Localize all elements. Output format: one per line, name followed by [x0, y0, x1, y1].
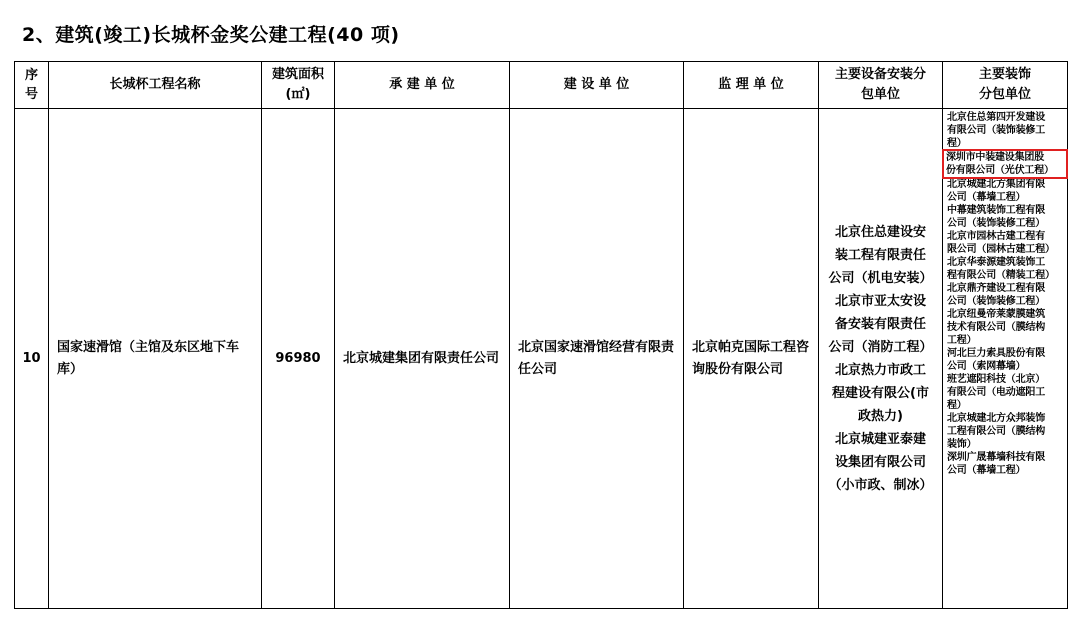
header-deco-line2: 分包单位 — [978, 87, 1031, 102]
install-unit-line: 程建设有限公(市 — [832, 385, 929, 401]
deco-unit-line: 限公司（园林古建工程） — [947, 244, 1055, 255]
row-area: 96980 — [262, 109, 335, 609]
deco-unit-line: 班艺遮阳科技（北京） — [947, 374, 1045, 385]
deco-unit-line: 工程） — [947, 335, 977, 346]
awards-table — [14, 61, 1068, 609]
install-unit-line: 北京住总建设安 — [834, 224, 926, 240]
deco-unit-line: 北京纽曼帝莱蒙膜建筑 — [947, 309, 1045, 320]
deco-unit-line: 工程有限公司（膜结构 — [947, 426, 1045, 437]
install-unit-line: 备安装有限责任 — [834, 316, 926, 332]
deco-unit-line-highlighted: 深圳市中装建设集团股 — [946, 152, 1044, 163]
deco-unit-line: 技术有限公司（膜结构 — [947, 322, 1045, 333]
install-unit-line: 北京城建亚泰建 — [834, 431, 926, 447]
deco-unit-line: 北京住总第四开发建设 — [947, 112, 1045, 123]
header-builder: 建 设 单 位 — [510, 62, 684, 109]
deco-unit-line: 公司（装饰装修工程） — [947, 218, 1045, 229]
row-builder: 北京国家速滑馆经营有限责任公司 — [510, 109, 684, 609]
header-deco-line1: 主要装饰 — [978, 67, 1031, 82]
deco-unit-line: 河北巨力索具股份有限 — [947, 348, 1045, 359]
deco-unit-line: 程） — [947, 138, 967, 149]
deco-unit-line: 北京鼎齐建设工程有限 — [947, 283, 1045, 294]
install-unit-line: （小市政、制冰） — [828, 477, 933, 493]
header-seq-label: 序号 — [24, 67, 38, 102]
table-row — [15, 109, 1068, 609]
install-unit-line: 北京热力市政工 — [834, 362, 926, 378]
deco-unit-line-highlighted: 份有限公司（光伏工程） — [946, 165, 1054, 176]
header-supervisor: 监 理 单 位 — [684, 62, 819, 109]
deco-unit-line: 公司（幕墙工程） — [947, 192, 1026, 203]
page-title: 2、建筑(竣工)长城杯金奖公建工程(40 项) — [22, 24, 400, 46]
header-install — [819, 62, 943, 109]
deco-unit-line: 公司（索网幕墙） — [947, 361, 1026, 372]
row-supervisor: 北京帕克国际工程咨询股份有限公司 — [684, 109, 819, 609]
header-contractor: 承 建 单 位 — [335, 62, 510, 109]
deco-unit-line: 北京市园林古建工程有 — [947, 231, 1045, 242]
highlighted-deco-unit — [944, 151, 1066, 177]
install-unit-line: 公司（消防工程） — [828, 339, 933, 355]
deco-unit-list-top — [947, 111, 1065, 150]
install-unit-line: 政热力) — [858, 408, 903, 424]
deco-unit-line: 公司（幕墙工程） — [947, 465, 1026, 476]
deco-unit-line: 北京城建北方集团有限 — [947, 179, 1045, 190]
row-contractor: 北京城建集团有限责任公司 — [335, 109, 510, 609]
deco-unit-line: 中幕建筑装饰工程有限 — [947, 205, 1045, 216]
deco-unit-line: 有限公司（装饰装修工 — [947, 125, 1045, 136]
deco-unit-line: 程有限公司（精装工程） — [947, 270, 1055, 281]
deco-unit-line: 程） — [947, 400, 967, 411]
header-row — [15, 62, 1068, 109]
deco-unit-line: 深圳广晟幕墙科技有限 — [947, 452, 1045, 463]
install-unit-line: 公司（机电安装） — [828, 270, 933, 286]
deco-unit-line: 公司（装饰装修工程） — [947, 296, 1045, 307]
header-seq — [15, 62, 49, 109]
row-seq: 10 — [15, 109, 49, 609]
deco-unit-line: 北京城建北方众邦装饰 — [947, 413, 1045, 424]
header-area — [262, 62, 335, 109]
header-install-line2: 包单位 — [860, 87, 900, 102]
header-area-unit: (㎡) — [285, 87, 311, 102]
install-unit-line: 装工程有限责任 — [834, 247, 926, 263]
deco-unit-list-bottom — [947, 178, 1065, 477]
deco-unit-line: 有限公司（电动遮阳工 — [947, 387, 1045, 398]
header-area-label: 建筑面积 — [271, 67, 324, 82]
deco-unit-line: 北京华泰源建筑装饰工 — [947, 257, 1045, 268]
row-deco-units — [943, 109, 1068, 609]
install-unit-line: 设集团有限公司 — [834, 454, 926, 470]
header-name: 长城杯工程名称 — [49, 62, 262, 109]
install-unit-line: 北京市亚太安设 — [834, 293, 926, 309]
row-project-name: 国家速滑馆（主馆及东区地下车库） — [49, 109, 262, 609]
row-install-units — [819, 109, 943, 609]
header-install-line1: 主要设备安装分 — [834, 67, 926, 82]
deco-unit-line: 装饰） — [947, 439, 977, 450]
header-deco — [943, 62, 1068, 109]
install-unit-list — [824, 221, 937, 497]
